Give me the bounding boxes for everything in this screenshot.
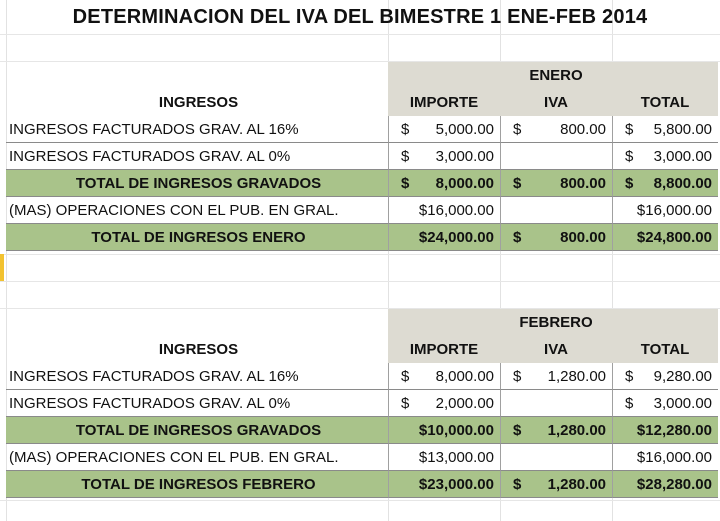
cell-importe[interactable]: [388, 417, 500, 444]
currency-symbol: $: [401, 368, 410, 385]
amount-value: 1,280.00: [547, 422, 606, 439]
amount-value: $24,800.00: [636, 229, 712, 246]
table-row: [6, 170, 718, 197]
enero-month-row: [6, 62, 718, 89]
febrero-header-ingresos[interactable]: INGRESOS: [158, 341, 239, 358]
currency-symbol: $: [625, 175, 634, 192]
febrero-header-total[interactable]: TOTAL: [612, 336, 718, 363]
currency-symbol: $: [401, 121, 410, 138]
amount-value: $23,000.00: [418, 476, 494, 493]
table-row: [6, 116, 718, 143]
cell-total[interactable]: [612, 390, 718, 417]
cell-importe[interactable]: [388, 170, 500, 197]
amount-value: $12,280.00: [636, 422, 712, 439]
amount-value: $16,000.00: [636, 449, 712, 466]
currency-symbol: $: [513, 422, 522, 439]
table-row: [6, 143, 718, 170]
cell-importe[interactable]: [388, 197, 500, 224]
febrero-month-label[interactable]: FEBRERO: [519, 314, 593, 331]
table-row: [6, 197, 718, 224]
cell-importe[interactable]: [388, 390, 500, 417]
cell-total[interactable]: [612, 417, 718, 444]
febrero-header-row: [6, 336, 718, 363]
row-label[interactable]: TOTAL DE INGRESOS GRAVADOS: [6, 170, 388, 197]
cell-importe[interactable]: [388, 116, 500, 143]
cell-iva[interactable]: [500, 197, 612, 224]
amount-value: 8,000.00: [435, 175, 494, 192]
cell-total[interactable]: [612, 444, 718, 471]
enero-header-row: [6, 89, 718, 116]
table-row: [6, 444, 718, 471]
amount-value: 800.00: [560, 121, 606, 138]
row-label[interactable]: TOTAL DE INGRESOS GRAVADOS: [6, 417, 388, 444]
amount-value: 3,000.00: [435, 148, 494, 165]
amount-value: $16,000.00: [636, 202, 712, 219]
febrero-header-iva[interactable]: IVA: [500, 336, 612, 363]
febrero-month-row: [6, 309, 718, 336]
currency-symbol: $: [513, 368, 522, 385]
currency-symbol: $: [401, 395, 410, 412]
row-label[interactable]: INGRESOS FACTURADOS GRAV. AL 16%: [6, 363, 388, 390]
cell-iva[interactable]: [500, 363, 612, 390]
table-row: [6, 417, 718, 444]
amount-value: 9,280.00: [653, 368, 712, 385]
cell-total[interactable]: [612, 116, 718, 143]
grid-line: [0, 254, 720, 255]
cell-importe[interactable]: [388, 471, 500, 498]
row-label[interactable]: INGRESOS FACTURADOS GRAV. AL 0%: [6, 143, 388, 170]
row-label[interactable]: TOTAL DE INGRESOS FEBRERO: [6, 471, 388, 498]
amount-value: $24,000.00: [418, 229, 494, 246]
cell-iva[interactable]: [500, 471, 612, 498]
cell-total[interactable]: [612, 363, 718, 390]
amount-value: 800.00: [560, 229, 606, 246]
amount-value: 3,000.00: [653, 395, 712, 412]
cell-iva[interactable]: [500, 444, 612, 471]
febrero-header-importe[interactable]: IMPORTE: [388, 336, 500, 363]
cell-importe[interactable]: [388, 444, 500, 471]
cell-total[interactable]: [612, 143, 718, 170]
cell-iva[interactable]: [500, 170, 612, 197]
table-row: [6, 471, 718, 498]
row-label[interactable]: INGRESOS FACTURADOS GRAV. AL 0%: [6, 390, 388, 417]
currency-symbol: $: [513, 175, 522, 192]
amount-value: 2,000.00: [435, 395, 494, 412]
amount-value: 5,800.00: [653, 121, 712, 138]
page-title: DETERMINACION DEL IVA DEL BIMESTRE 1 ENE-FEB 2014: [72, 6, 648, 28]
cell-iva[interactable]: [500, 224, 612, 251]
amount-value: $10,000.00: [418, 422, 494, 439]
amount-value: 8,000.00: [435, 368, 494, 385]
cell-total[interactable]: [612, 471, 718, 498]
grid-line: [0, 500, 720, 501]
cell-iva[interactable]: [500, 390, 612, 417]
row-label[interactable]: (MAS) OPERACIONES CON EL PUB. EN GRAL.: [6, 197, 388, 224]
currency-symbol: $: [625, 121, 634, 138]
enero-header-iva[interactable]: IVA: [500, 89, 612, 116]
cell-total[interactable]: [612, 224, 718, 251]
row-label[interactable]: TOTAL DE INGRESOS ENERO: [6, 224, 388, 251]
amount-value: 800.00: [560, 175, 606, 192]
amount-value: $13,000.00: [418, 449, 494, 466]
enero-header-total[interactable]: TOTAL: [612, 89, 718, 116]
grid-line: [0, 281, 720, 282]
table-row: [6, 363, 718, 390]
cell-iva[interactable]: [500, 143, 612, 170]
currency-symbol: $: [625, 368, 634, 385]
currency-symbol: $: [401, 148, 410, 165]
cell-importe[interactable]: [388, 363, 500, 390]
currency-symbol: $: [401, 175, 410, 192]
cell-total[interactable]: [612, 197, 718, 224]
amount-value: 1,280.00: [547, 476, 606, 493]
currency-symbol: $: [513, 476, 522, 493]
amount-value: 1,280.00: [547, 368, 606, 385]
cell-total[interactable]: [612, 170, 718, 197]
row-label[interactable]: INGRESOS FACTURADOS GRAV. AL 16%: [6, 116, 388, 143]
amount-value: 5,000.00: [435, 121, 494, 138]
amount-value: 8,800.00: [653, 175, 712, 192]
row-label[interactable]: (MAS) OPERACIONES CON EL PUB. EN GRAL.: [6, 444, 388, 471]
cell-iva[interactable]: [500, 417, 612, 444]
cell-importe[interactable]: [388, 143, 500, 170]
currency-symbol: $: [513, 121, 522, 138]
cell-iva[interactable]: [500, 116, 612, 143]
enero-month-label[interactable]: ENERO: [529, 67, 583, 84]
enero-header-ingresos[interactable]: INGRESOS: [158, 94, 239, 111]
currency-symbol: $: [625, 395, 634, 412]
grid-line: [0, 34, 720, 35]
currency-symbol: $: [625, 148, 634, 165]
currency-symbol: $: [513, 229, 522, 246]
table-row: [6, 390, 718, 417]
cell-importe[interactable]: [388, 224, 500, 251]
amount-value: $16,000.00: [418, 202, 494, 219]
active-cell-marker: [0, 254, 4, 281]
enero-header-importe[interactable]: IMPORTE: [388, 89, 500, 116]
amount-value: 3,000.00: [653, 148, 712, 165]
amount-value: $28,280.00: [636, 476, 712, 493]
table-row: [6, 224, 718, 251]
